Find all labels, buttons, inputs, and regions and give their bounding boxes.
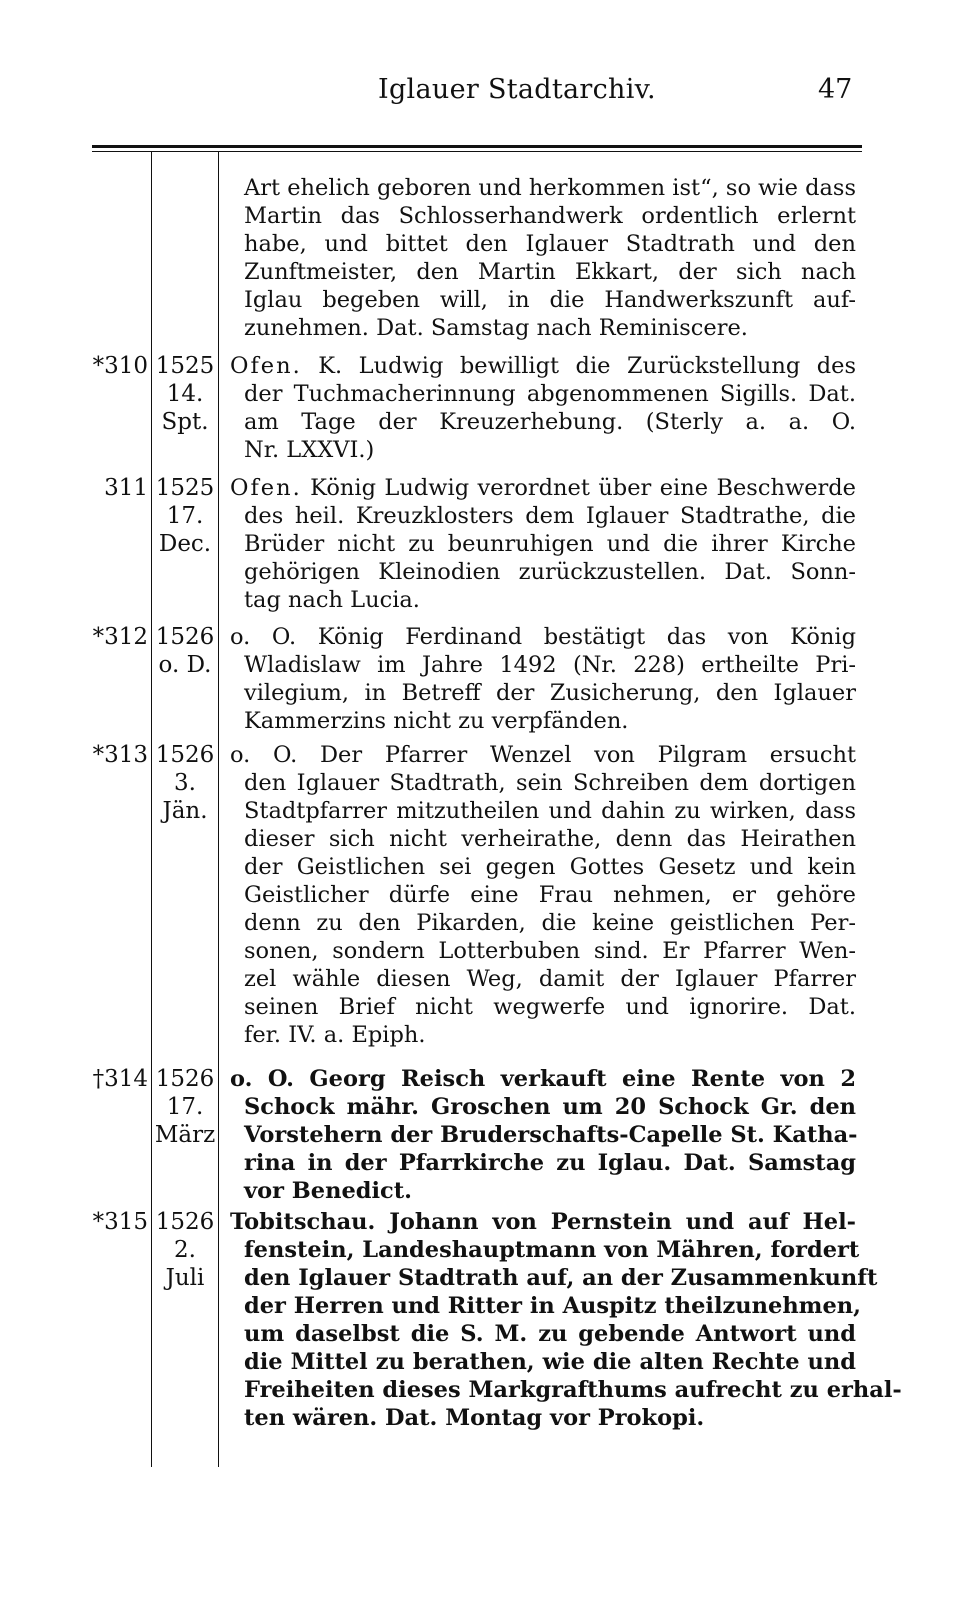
entry-date-line: Dec. bbox=[158, 531, 212, 557]
entry-date-line: März bbox=[154, 1122, 216, 1148]
entry-date-line: 2. bbox=[174, 1237, 196, 1263]
text-line: der Herren und Ritter in Auspitz theilzunehmen, bbox=[244, 1293, 861, 1319]
text-line: gehörigen Kleinodien zurückzustellen. Dat. Sonn- bbox=[244, 559, 856, 585]
entry-place: Tobitschau. bbox=[230, 1209, 376, 1235]
text-line: um daselbst die S. M. zu gebende Antwort und bbox=[244, 1321, 856, 1347]
text-line: die Mittel zu berathen, wie die alten Rechte und bbox=[244, 1349, 856, 1375]
entry-date-line: 1526 bbox=[155, 1209, 215, 1235]
register-entry bbox=[0, 1208, 960, 1432]
entry-date-line: 1526 bbox=[155, 624, 215, 650]
text-line: Nr. LXXVI.) bbox=[244, 437, 375, 463]
text-line bbox=[230, 1208, 856, 1236]
text-line: seinen Brief nicht wegwerfe und ignorire. Dat. bbox=[244, 994, 856, 1020]
text-line: Schock mähr. Groschen um 20 Schock Gr. den bbox=[244, 1094, 856, 1120]
text-line: zunehmen. Dat. Samstag nach Reminiscere. bbox=[244, 315, 748, 341]
first-line-rest: König Ludwig verordnet über eine Beschwerde bbox=[301, 475, 856, 501]
entry-date-line: 17. bbox=[166, 1094, 204, 1120]
text-line: der Geistlichen sei gegen Gottes Gesetz und kein bbox=[244, 854, 856, 880]
entry-place: Ofen. bbox=[230, 353, 302, 379]
continuation-entry bbox=[0, 174, 960, 342]
first-line-rest: König Ferdinand bestätigt das von König bbox=[296, 624, 856, 650]
first-line-rest: Johann von Pernstein und auf Hel- bbox=[375, 1209, 856, 1235]
text-line: fer. IV. a. Epiph. bbox=[244, 1022, 426, 1048]
entry-date-line: Jän. bbox=[162, 798, 208, 824]
entry-number: *313 bbox=[92, 742, 148, 768]
text-line: habe, und bittet den Iglauer Stadtrath und den bbox=[244, 231, 856, 257]
text-line: Freiheiten dieses Markgrafthums aufrecht zu erhal- bbox=[244, 1377, 902, 1403]
text-line: Zunftmeister, den Martin Ekkart, der sich nach bbox=[244, 259, 856, 285]
page-number: 47 bbox=[818, 74, 853, 105]
text-line bbox=[230, 474, 856, 502]
register-entry bbox=[0, 741, 960, 1049]
entry-date-line: 17. bbox=[166, 503, 204, 529]
text-line: den Iglauer Stadtrath, sein Schreiben dem dortigen bbox=[244, 770, 856, 796]
text-line: des heil. Kreuzklosters dem Iglauer Stadtrathe, die bbox=[244, 503, 856, 529]
text-line: den Iglauer Stadtrath auf, an der Zusammenkunft bbox=[244, 1265, 878, 1291]
text-line: Vorstehern der Bruderschafts-Capelle St. Katha- bbox=[244, 1122, 858, 1148]
text-line: vilegium, in Betreff der Zusicherung, den Iglauer bbox=[244, 680, 856, 706]
entry-date-line: Spt. bbox=[161, 409, 209, 435]
entry-place: Ofen. bbox=[230, 475, 302, 501]
register-entry bbox=[0, 474, 960, 614]
running-title: Iglauer Stadtarchiv. bbox=[378, 74, 656, 105]
entry-place: o. O. bbox=[230, 1066, 294, 1092]
entry-place: o. O. bbox=[230, 742, 298, 768]
entry-date-line: 1526 bbox=[155, 742, 215, 768]
text-line: vor Benedict. bbox=[244, 1178, 412, 1204]
text-line bbox=[230, 352, 856, 380]
entry-date-line: 1525 bbox=[155, 475, 215, 501]
entry-place: o. O. bbox=[230, 624, 297, 650]
register-entry bbox=[0, 623, 960, 735]
text-line: ten wären. Dat. Montag vor Prokopi. bbox=[244, 1405, 705, 1431]
entry-number: †314 bbox=[92, 1066, 148, 1092]
running-head bbox=[0, 74, 960, 114]
entry-date-line: o. D. bbox=[158, 652, 212, 678]
entry-date-line: 1526 bbox=[155, 1066, 215, 1092]
text-line: zel wähle diesen Weg, damit der Iglauer Pfarrer bbox=[244, 966, 856, 992]
entry-date-line: 3. bbox=[174, 770, 196, 796]
text-line: Iglau begeben will, in die Handwerkszunft auf- bbox=[244, 287, 856, 313]
entry-date-line: 1525 bbox=[155, 353, 215, 379]
header-rule-thin bbox=[92, 151, 862, 152]
entry-date-line: 14. bbox=[166, 381, 204, 407]
first-line-rest: Der Pfarrer Wenzel von Pilgram ersucht bbox=[297, 742, 856, 768]
header-rule-thick bbox=[92, 145, 862, 148]
text-line: Stadtpfarrer mitzutheilen und dahin zu wirken, dass bbox=[244, 798, 856, 824]
text-line: fenstein, Landeshauptmann von Mähren, fordert bbox=[244, 1237, 860, 1263]
text-line: sonen, sondern Lotterbuben sind. Er Pfarrer Wen- bbox=[244, 938, 856, 964]
text-line bbox=[230, 741, 856, 769]
text-line: Geistlicher dürfe eine Frau nehmen, er gehöre bbox=[244, 882, 856, 908]
text-line bbox=[230, 1065, 856, 1093]
entry-number: *312 bbox=[92, 624, 148, 650]
text-line bbox=[230, 623, 856, 651]
text-line: der Tuchmacherinnung abgenommenen Sigills. Dat. bbox=[244, 381, 856, 407]
first-line-rest: Georg Reisch verkauft eine Rente von 2 bbox=[294, 1066, 856, 1092]
text-line: rina in der Pfarrkirche zu Iglau. Dat. Samstag bbox=[244, 1150, 856, 1176]
text-line: Art ehelich geboren und herkommen ist“, so wie dass bbox=[244, 175, 856, 201]
text-line: dieser sich nicht verheirathe, denn das Heirathen bbox=[244, 826, 856, 852]
text-line: tag nach Lucia. bbox=[244, 587, 420, 613]
entry-number: *315 bbox=[92, 1209, 148, 1235]
text-line: Kammerzins nicht zu verpfänden. bbox=[244, 708, 629, 734]
register-entry bbox=[0, 352, 960, 464]
first-line-rest: K. Ludwig bewilligt die Zurückstellung des bbox=[301, 353, 856, 379]
text-line: am Tage der Kreuzerhebung. (Sterly a. a. O. bbox=[244, 409, 856, 435]
text-line: Martin das Schlosserhandwerk ordentlich erlernt bbox=[244, 203, 856, 229]
entry-number: 311 bbox=[104, 475, 148, 501]
text-line: denn zu den Pikarden, die keine geistlichen Per- bbox=[244, 910, 856, 936]
entry-number: *310 bbox=[92, 353, 148, 379]
text-line: Brüder nicht zu beunruhigen und die ihrer Kirche bbox=[244, 531, 856, 557]
entry-date-line: Juli bbox=[165, 1265, 205, 1291]
text-line: Wladislaw im Jahre 1492 (Nr. 228) ertheilte Pri- bbox=[244, 652, 856, 678]
register-entry bbox=[0, 1065, 960, 1205]
